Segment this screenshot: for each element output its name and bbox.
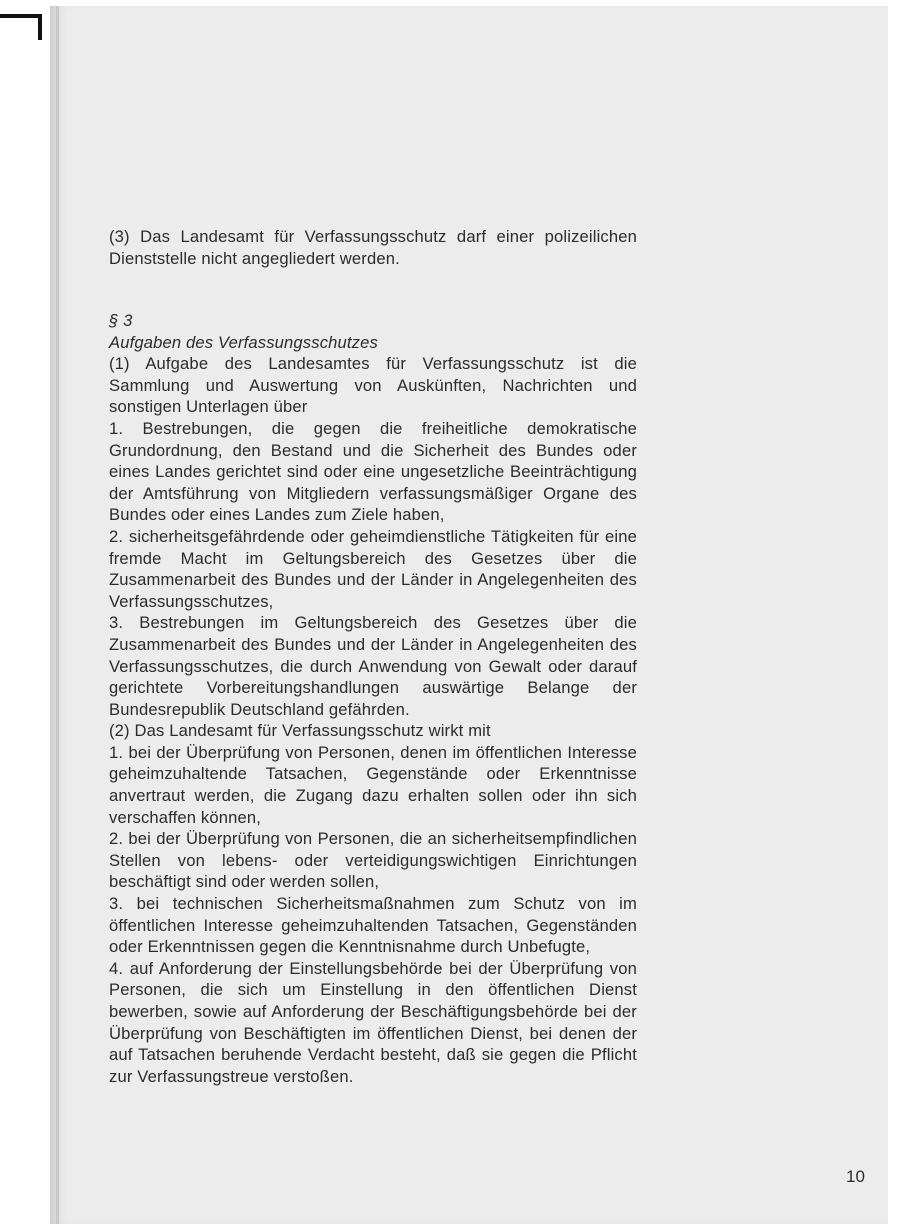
section-title: Aufgaben des Verfassungsschutzes	[109, 332, 378, 352]
page-number: 10	[846, 1167, 865, 1186]
page-edge	[56, 6, 59, 1224]
paragraph: 1. bei der Überprüfung von Personen, denen im öffentlichen Interesse geheimzuhaltende Tatsachen, Gegenstände oder Erkenntnisse anvertraut werden, die Zugang dazu erhalten sollen oder ihn sich verschaffen können,	[109, 742, 637, 827]
paragraph: 3. bei technischen Sicherheitsmaßnahmen zum Schutz von im öffentlichen Interesse geheimzuhaltenden Tatsachen, Gegenständen oder Erkenntnissen gegen die Kenntnisnahme durch Unbefugte,	[109, 894, 637, 957]
paragraph: 2. sicherheitsgefährdende oder geheimdienstliche Tätigkeiten für eine fremde Macht im Geltungsbereich des Gesetzes über die Zusammenarbeit des Bundes und der Länder in Angelegenheiten des Verfassungsschutzes,	[109, 526, 637, 611]
paragraph: 2. bei der Überprüfung von Personen, die an sicherheitsempfindlichen Stellen von lebens- oder verteidigungswichtigen Einrichtungen beschäftigt sind oder werden sollen,	[109, 829, 637, 892]
section-number: § 3	[109, 311, 133, 330]
paragraph: 4. auf Anforderung der Einstellungsbehörde bei der Überprüfung von Personen, die sich um Einstellung in den öffentlichen Dienst bewerben, sowie auf Anforderung der Beschäftigungsbehörde bei der Überprüfung von Beschäftigten im öffentlichen Dienst, bei denen der auf Tatsachen beruhende Verdacht besteht, daß sie gegen die Pflicht zur Verfassungstreue verstoßen.	[109, 958, 637, 1086]
paragraph: 1. Bestrebungen, die gegen die freiheitliche demokratische Grundordnung, den Bestand und die Sicherheit des Bundes oder eines Landes gerichtet sind oder eine ungesetzliche Beeinträchtigung der Amtsführung von Mitgliedern verfassungsmäßiger Organe des Bundes oder eines Landes zum Ziele haben,	[109, 418, 637, 525]
paragraph: (2) Das Landesamt für Verfassungsschutz wirkt mit	[109, 721, 491, 741]
paragraph: (1) Aufgabe des Landesamtes für Verfassungsschutz ist die Sammlung und Auswertung von Auskünften, Nachrichten und sonstigen Unterlagen über	[109, 354, 637, 417]
intro-paragraph: (3) Das Landesamt für Verfassungsschutz darf einer polizeilichen Dienststelle nicht angegliedert werden.	[109, 227, 637, 268]
crop-mark	[38, 14, 42, 40]
section-3	[109, 310, 637, 1087]
paragraph: 3. Bestrebungen im Geltungsbereich des Gesetzes über die Zusammenarbeit des Bundes und der Länder in Angelegenheiten des Verfassungsschutzes, die durch Anwendung von Gewalt oder darauf gerichtete Vorbereitungshandlungen auswärtige Belange der Bundesrepublik Deutschland gefährden.	[109, 613, 637, 719]
crop-mark	[0, 14, 42, 18]
